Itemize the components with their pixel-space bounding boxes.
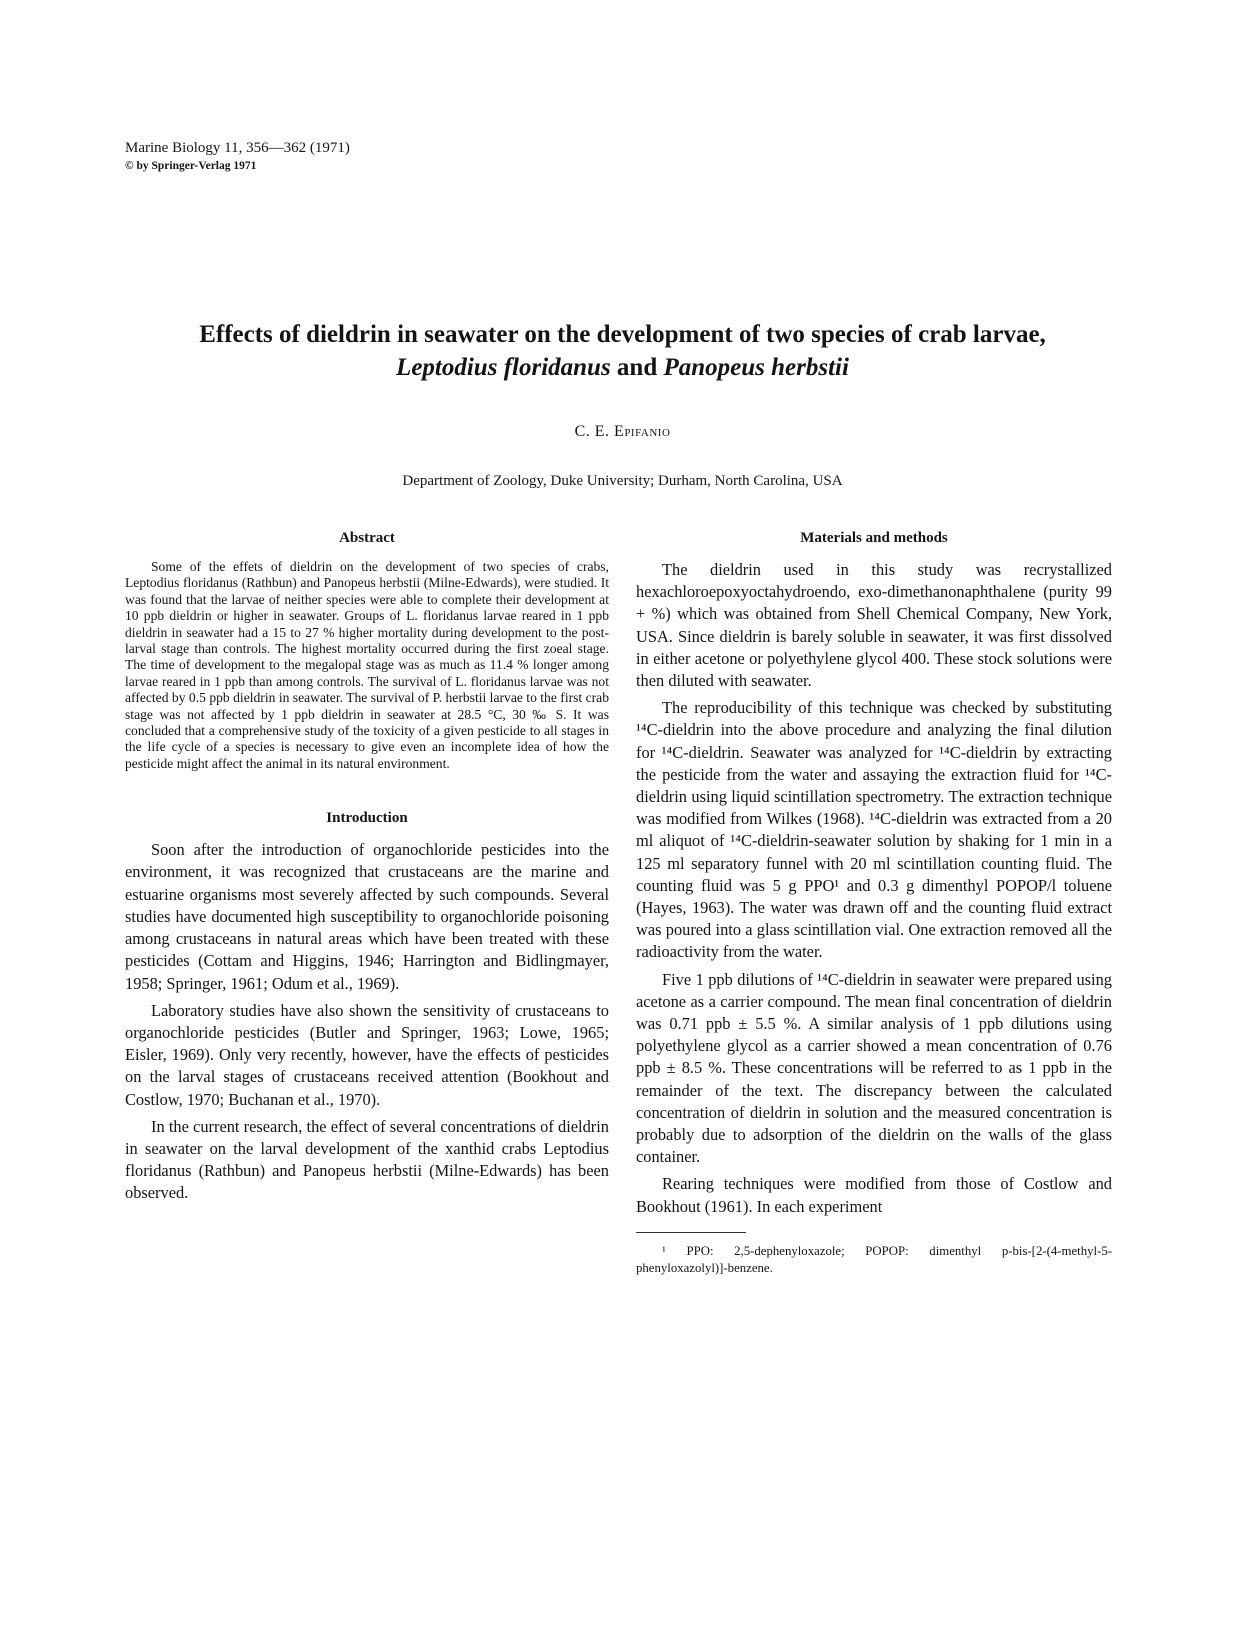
footnote-divider	[636, 1232, 746, 1233]
abstract-section	[125, 530, 609, 772]
methods-section	[636, 530, 1112, 1218]
author-name: C. E. Epifanio	[574, 423, 671, 440]
journal-citation: Marine Biology 11, 356—362 (1971)	[125, 140, 350, 156]
introduction-section	[125, 810, 609, 1204]
title-species-2: Panopeus herbstii	[663, 354, 849, 381]
methods-paragraph: Rearing techniques were modified from those of Costlow and Bookhout (1961). In each experiment	[636, 1174, 1112, 1216]
paper-title	[60, 318, 1185, 384]
footnote: ¹ PPO: 2,5-dephenyloxazole; POPOP: dimenthyl p-bis-[2-(4-methyl-5-phenyloxazolyl)]-benzene.	[636, 1243, 1112, 1275]
right-column	[636, 530, 1112, 1277]
author-affiliation: Department of Zoology, Duke University; Durham, North Carolina, USA	[402, 473, 843, 489]
copyright-line: © by Springer-Verlag 1971	[125, 160, 257, 172]
journal-header	[125, 138, 350, 174]
abstract-text: Some of the effets of dieldrin on the development of two species of crabs, Leptodius floridanus (Rathbun) and Panopeus herbstii (Milne-Edwards), were studied. It was found that the larvae of neither species were able to complete their development at 10 ppb dieldrin or higher in seawater. Groups of L. floridanus larvae reared in 1 ppb dieldrin in seawater had a 15 to 27 % higher mortality during development to the post-larval stage than controls. The highest mortality occurred during the first zoeal stage. The time of development to the megalopal stage was as much as 11.4 % longer among larvae reared in 1 ppb than among controls. The survival of L. floridanus larvae was not affected by 0.5 ppb dieldrin in seawater. The survival of P. herbstii larvae to the first crab stage was not affected by 1 ppb dieldrin in seawater at 28.5 °C, 30 ‰ S. It was concluded that a comprehensive study of the toxicity of a given pesticide to all stages in the life cycle of a species is necessary to give even an incomplete idea of how the pesticide might affect the animal in its natural environment.	[125, 559, 609, 771]
methods-paragraph: The dieldrin used in this study was recrystallized hexachloroepoxyoctahydroendo, exo-dimethanonaphthalene (purity 99 + %) which was obtained from Shell Chemical Company, New York, USA. Since dieldrin is barely soluble in seawater, it was first dissolved in either acetone or polyethylene glycol 400. These stock solutions were then diluted with seawater.	[636, 560, 1112, 691]
title-line-2	[60, 351, 1185, 384]
methods-heading: Materials and methods	[800, 530, 948, 546]
title-species-1: Leptodius floridanus	[396, 354, 611, 381]
title-line-1: Effects of dieldrin in seawater on the development of two species of crab larvae,	[199, 321, 1046, 348]
abstract-heading: Abstract	[339, 530, 395, 546]
methods-paragraph: Five 1 ppb dilutions of ¹⁴C-dieldrin in seawater were prepared using acetone as a carrier compound. The mean final concentration of dieldrin was 0.71 ppb ± 5.5 %. A similar analysis of 1 ppb dilutions using polyethylene glycol as a carrier showed a mean concentration of 0.76 ppb ± 8.5 %. These concentrations will be referred to as 1 ppb in the remainder of the text. The discrepancy between the calculated concentration of dieldrin in solution and the measured concentration is probably due to adsorption of the dieldrin on the walls of the glass container.	[636, 969, 1112, 1167]
introduction-paragraph: Laboratory studies have also shown the sensitivity of crustaceans to organochloride pesticides (Butler and Springer, 1963; Lowe, 1965; Eisler, 1969). Only very recently, however, have the effects of pesticides on the larval stages of crustaceans received attention (Bookhout and Costlow, 1970; Buchanan et al., 1970).	[125, 1000, 609, 1109]
title-and: and	[616, 354, 658, 381]
methods-paragraph: The reproducibility of this technique was checked by substituting ¹⁴C-dieldrin into the above procedure and analyzing the final dilution for ¹⁴C-dieldrin. Seawater was analyzed for ¹⁴C-dieldrin by extracting the pesticide from the water and assaying the extraction fluid for ¹⁴C-dieldrin using liquid scintillation spectrometry. The extraction technique was modified from Wilkes (1968). ¹⁴C-dieldrin was extracted from a 20 ml aliquot of ¹⁴C-dieldrin-seawater solution by shaking for 1 min in a 125 ml separatory funnel with 20 ml scintillation counting fluid. The counting fluid was 5 g PPO¹ and 0.3 g dimenthyl POPOP/l toluene (Hayes, 1963). The water was drawn off and the counting fluid extract was poured into a glass scintillation vial. One extraction removed all the radioactivity from the water.	[636, 698, 1112, 962]
left-column	[125, 530, 609, 1205]
introduction-paragraph: In the current research, the effect of several concentrations of dieldrin in seawater on the larval development of the xanthid crabs Leptodius floridanus (Rathbun) and Panopeus herbstii (Milne-Edwards) has been observed.	[125, 1116, 609, 1203]
introduction-heading: Introduction	[326, 810, 408, 827]
introduction-paragraph: Soon after the introduction of organochloride pesticides into the environment, it was recognized that crustaceans are the marine and estuarine organisms most severely affected by such compounds. Several studies have documented high susceptibility to organochloride poisoning among crustaceans in natural areas which have been treated with these pesticides (Cottam and Higgins, 1946; Harrington and Bidlingmayer, 1958; Springer, 1961; Odum et al., 1969).	[125, 840, 609, 993]
